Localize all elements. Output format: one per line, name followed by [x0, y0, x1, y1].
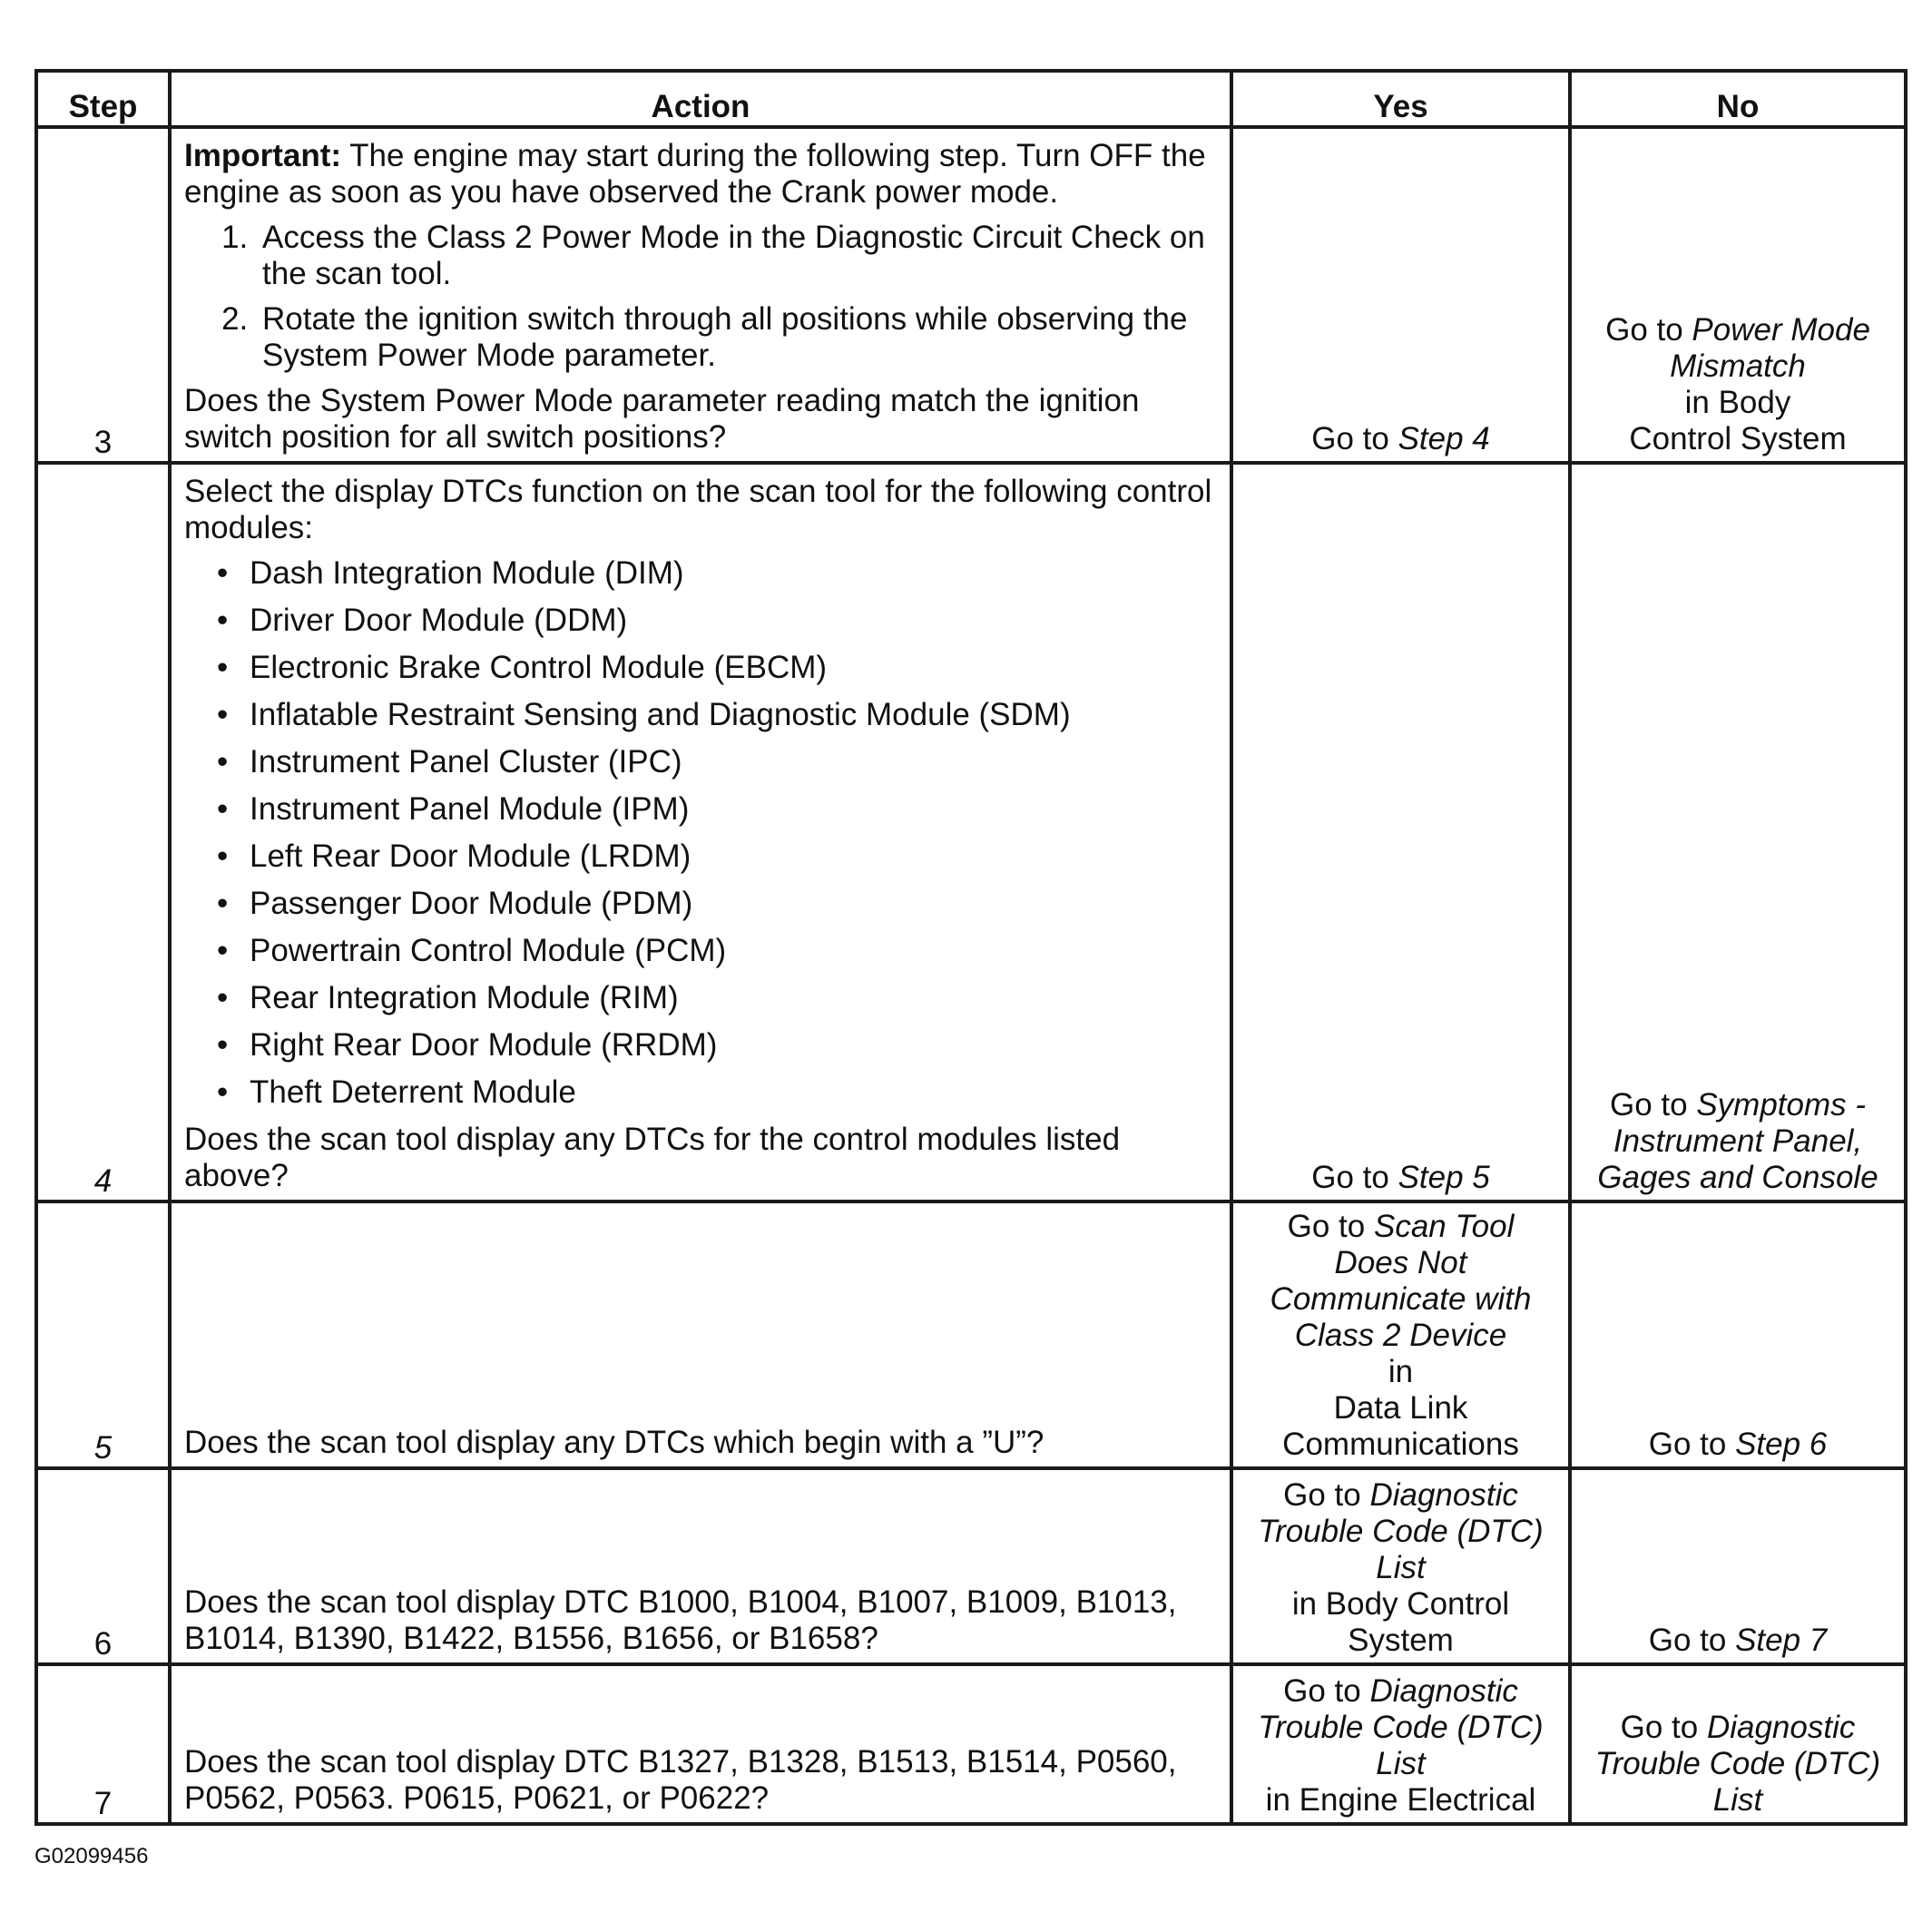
no-link[interactable]: Step 7 [1735, 1623, 1828, 1658]
no-link[interactable]: Gages and Console [1597, 1160, 1878, 1195]
figure-id: G02099456 [34, 1844, 149, 1868]
procedure-list [184, 220, 1219, 374]
table-row [36, 1664, 1906, 1824]
no-link[interactable]: Mismatch [1670, 348, 1806, 384]
table-row [36, 127, 1906, 463]
important-text: The engine may start during the following step. Turn OFF the engine as soon as you have observed the Crank power mode. [184, 138, 1206, 210]
yes-link[interactable]: Communicate with [1270, 1281, 1532, 1317]
list-item: • Driver Door Module (DDM) [248, 603, 1219, 639]
no-cell: Go to Symptoms - Instrument Panel, Gages and Console [1570, 463, 1906, 1201]
no-cell: Go to Power Mode Mismatch in Body Control System [1570, 127, 1906, 463]
step-number: 6 [36, 1468, 170, 1664]
list-item: • Passenger Door Module (PDM) [248, 886, 1219, 922]
step-number: 4 [36, 463, 170, 1201]
list-item: • Dash Integration Module (DIM) [248, 555, 1219, 592]
yes-link[interactable]: Scan Tool [1373, 1209, 1515, 1244]
yes-cell: Go to Step 5 [1231, 463, 1570, 1201]
table-row [36, 463, 1906, 1201]
no-cell: Go to Step 6 [1570, 1201, 1906, 1468]
no-link[interactable]: Diagnostic [1706, 1710, 1856, 1745]
header-no: No [1570, 71, 1906, 127]
list-item: • Right Rear Door Module (RRDM) [248, 1027, 1219, 1064]
important-label: Important: [184, 138, 342, 173]
header-action: Action [170, 71, 1231, 127]
diagnostic-table [34, 69, 1907, 1826]
table-row [36, 1201, 1906, 1468]
yes-link[interactable]: Step 4 [1398, 421, 1490, 456]
important-note [184, 138, 1219, 211]
module-list [184, 555, 1219, 1111]
step-number: 5 [36, 1201, 170, 1468]
yes-link[interactable]: Trouble Code (DTC) [1258, 1710, 1544, 1745]
no-cell: Go to Step 7 [1570, 1468, 1906, 1664]
action-cell [170, 463, 1231, 1201]
yes-link[interactable]: Diagnostic [1369, 1477, 1518, 1513]
action-cell [170, 1664, 1231, 1824]
action-question: Does the scan tool display DTC B1000, B1004, B1007, B1009, B1013, B1014, B1390, B1422, B1556, B1656, or B1658? [184, 1584, 1177, 1656]
action-question: Does the System Power Mode parameter reading match the ignition switch position for all switch positions? [184, 383, 1140, 455]
list-item: • Powertrain Control Module (PCM) [248, 933, 1219, 969]
yes-link[interactable]: Trouble Code (DTC) [1258, 1514, 1544, 1549]
no-link[interactable]: Instrument Panel, [1613, 1123, 1863, 1159]
step-number: 3 [36, 127, 170, 463]
yes-link[interactable]: Step 5 [1398, 1160, 1490, 1195]
action-question: Does the scan tool display any DTCs for the control modules listed above? [184, 1122, 1121, 1193]
list-item: • Instrument Panel Cluster (IPC) [248, 744, 1219, 780]
no-link[interactable]: Power Mode [1692, 312, 1870, 348]
table-row [36, 1468, 1906, 1664]
list-item: • Rear Integration Module (RIM) [248, 980, 1219, 1016]
list-item: • Inflatable Restraint Sensing and Diagnostic Module (SDM) [248, 697, 1219, 733]
header-row [36, 71, 1906, 127]
yes-link[interactable]: List [1376, 1746, 1426, 1781]
action-cell [170, 127, 1231, 463]
list-item: • Left Rear Door Module (LRDM) [248, 838, 1219, 875]
no-link[interactable]: Symptoms - [1696, 1087, 1867, 1123]
no-link[interactable]: Step 6 [1735, 1427, 1828, 1462]
list-item: • Theft Deterrent Module [248, 1074, 1219, 1111]
no-link[interactable]: Trouble Code (DTC) [1594, 1746, 1881, 1781]
yes-link[interactable]: Class 2 Device [1294, 1318, 1507, 1353]
header-step: Step [36, 71, 170, 127]
yes-cell: Go to Step 4 [1231, 127, 1570, 463]
no-cell: Go to Diagnostic Trouble Code (DTC) List [1570, 1664, 1906, 1824]
header-yes: Yes [1231, 71, 1570, 127]
action-question: Does the scan tool display DTC B1327, B1328, B1513, B1514, P0560, P0562, P0563. P0615, P0621, or P0622? [184, 1744, 1177, 1816]
yes-cell: Go to Scan Tool Does Not Communicate with Class 2 Device in Data Link Communications [1231, 1201, 1570, 1468]
yes-cell: Go to Diagnostic Trouble Code (DTC) List in Engine Electrical [1231, 1664, 1570, 1824]
list-item: • Electronic Brake Control Module (EBCM) [248, 650, 1219, 686]
action-cell [170, 1201, 1231, 1468]
yes-link[interactable]: List [1376, 1550, 1426, 1585]
yes-cell: Go to Diagnostic Trouble Code (DTC) List in Body Control System [1231, 1468, 1570, 1664]
action-question: Does the scan tool display any DTCs which begin with a ”U”? [184, 1425, 1044, 1460]
yes-link[interactable]: Does Not [1334, 1245, 1467, 1280]
procedure-step: 1. Access the Class 2 Power Mode in the Diagnostic Circuit Check on the scan tool. [257, 220, 1219, 292]
list-item: • Instrument Panel Module (IPM) [248, 791, 1219, 828]
yes-link[interactable]: Diagnostic [1369, 1673, 1518, 1709]
action-cell [170, 1468, 1231, 1664]
step-number: 7 [36, 1664, 170, 1824]
no-link[interactable]: List [1712, 1782, 1763, 1818]
procedure-step: 2. Rotate the ignition switch through all positions while observing the System Power Mode parameter. [257, 301, 1219, 374]
action-intro: Select the display DTCs function on the scan tool for the following control modules: [184, 474, 1212, 545]
